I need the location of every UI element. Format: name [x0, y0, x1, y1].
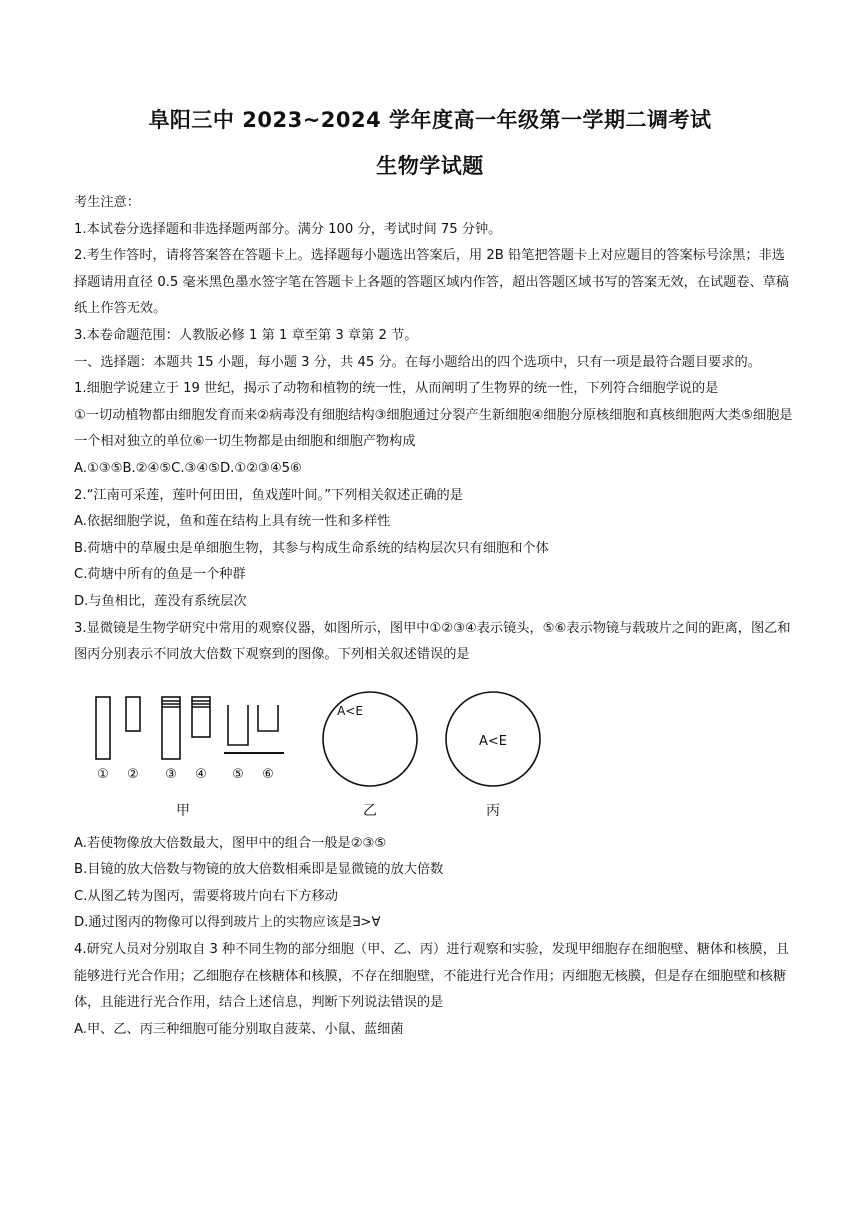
q4-stem: 4.研究人员对分别取自 3 种不同生物的部分细胞（甲、乙、丙）进行观察和实验，发现甲细胞存在细胞壁、糖体和核膜，且能够进行光合作用；乙细胞存在核糖体和核膜，不存在细胞壁，不能进行光合作用；丙细胞无核膜，但是存在细胞壁和核糖体，且能进行光合作用，结合上述信息，判断下列说法错误的是 [74, 942, 790, 1011]
section-heading: 一、选择题：本题共 15 小题，每小题 3 分，共 45 分。在每小题给出的四个选项中，只有一项是最符合题目要求的。 [74, 354, 761, 370]
exam-title: 阜阳三中 2023~2024 学年度高一年级第一学期二调考试 [148, 108, 712, 132]
q3-option-b: B.目镜的放大倍数与物镜的放大倍数相乘即是显微镜的放大倍数 [74, 862, 444, 878]
q3-option-d: D.通过图丙的物像可以得到玻片上的实物应该是∃>∀ [74, 915, 381, 931]
exam-body [74, 190, 794, 1043]
q1-options: A.①③⑤B.②④⑤C.③④⑤D.①②③④5⑥ [74, 460, 302, 476]
q2-option-a: A.依据细胞学说，鱼和莲在结构上具有统一性和多样性 [74, 514, 391, 530]
q2-option-c: C.荷塘中所有的鱼是一个种群 [74, 567, 246, 583]
q2-option-d: D.与鱼相比，莲没有系统层次 [74, 593, 247, 609]
notice-item-1: 1.本试卷分选择题和非选择题两部分。满分 100 分，考试时间 75 分钟。 [74, 221, 502, 237]
notice-heading: 考生注意： [74, 195, 140, 210]
lens-label-2: ② [127, 766, 139, 782]
lens-1-shape [96, 697, 110, 759]
lens-label-3: ③ [165, 766, 177, 782]
distance-6-shape [258, 705, 278, 731]
panel-label-bing: 丙 [486, 802, 500, 819]
view-bing-text: A<E [479, 733, 507, 749]
q1-statements: ①一切动植物都由细胞发育而来②病毒没有细胞结构③细胞通过分裂产生新细胞④细胞分原核细胞和真核细胞两大类⑤细胞是一个相对独立的单位⑥一切生物都是由细胞和细胞产物构成 [74, 407, 793, 450]
microscope-figure [74, 675, 794, 825]
q2-option-b: B.荷塘中的草履虫是单细胞生物，其参与构成生命系统的结构层次只有细胞和个体 [74, 540, 549, 556]
distance-5-shape [228, 705, 248, 745]
lens-label-1: ① [97, 766, 109, 782]
q3-option-a: A.若使物像放大倍数最大，图甲中的组合一般是②③⑤ [74, 835, 387, 851]
panel-label-jia: 甲 [176, 802, 190, 819]
notice-item-2: 2.考生作答时，请将答案答在答题卡上。选择题每小题选出答案后，用 2B 铅笔把答题卡上对应题目的答案标号涂黑；非选择题请用直径 0.5 毫米黑色墨水签字笔在答题卡上各题的答题区域内作答，超出答题区域书写的答案无效，在试题卷、草稿纸上作答无效。 [74, 248, 790, 317]
microscope-figure-svg [88, 675, 548, 825]
q3-option-c: C.从图乙转为图丙，需要将玻片向右下方移动 [74, 888, 338, 904]
view-yi-text: A<E [337, 703, 363, 718]
lens-label-6: ⑥ [262, 766, 274, 782]
lens-2-shape [126, 697, 140, 731]
q2-stem: 2.“江南可采莲，莲叶何田田，鱼戏莲叶间。”下列相关叙述正确的是 [74, 487, 463, 503]
notice-item-3: 3.本卷命题范围：人教版必修 1 第 1 章至第 3 章第 2 节。 [74, 327, 418, 343]
lens-label-4: ④ [195, 766, 207, 782]
panel-label-yi: 乙 [363, 802, 377, 819]
lens-label-5: ⑤ [232, 766, 244, 782]
exam-subtitle: 生物学试题 [376, 154, 484, 178]
lens-4-shape [192, 697, 210, 737]
q4-option-a: A.甲、乙、丙三种细胞可能分别取自菠菜、小鼠、蓝细菌 [74, 1021, 404, 1037]
q1-stem: 1.细胞学说建立于 19 世纪，揭示了动物和植物的统一性，从而阐明了生物界的统一性，下列符合细胞学说的是 [74, 381, 719, 397]
q3-stem: 3.显微镜是生物学研究中常用的观察仪器，如图所示，图甲中①②③④表示镜头，⑤⑥表示物镜与载玻片之间的距离，图乙和图丙分别表示不同放大倍数下观察到的图像。下列相关叙述错误的是 [74, 620, 791, 663]
